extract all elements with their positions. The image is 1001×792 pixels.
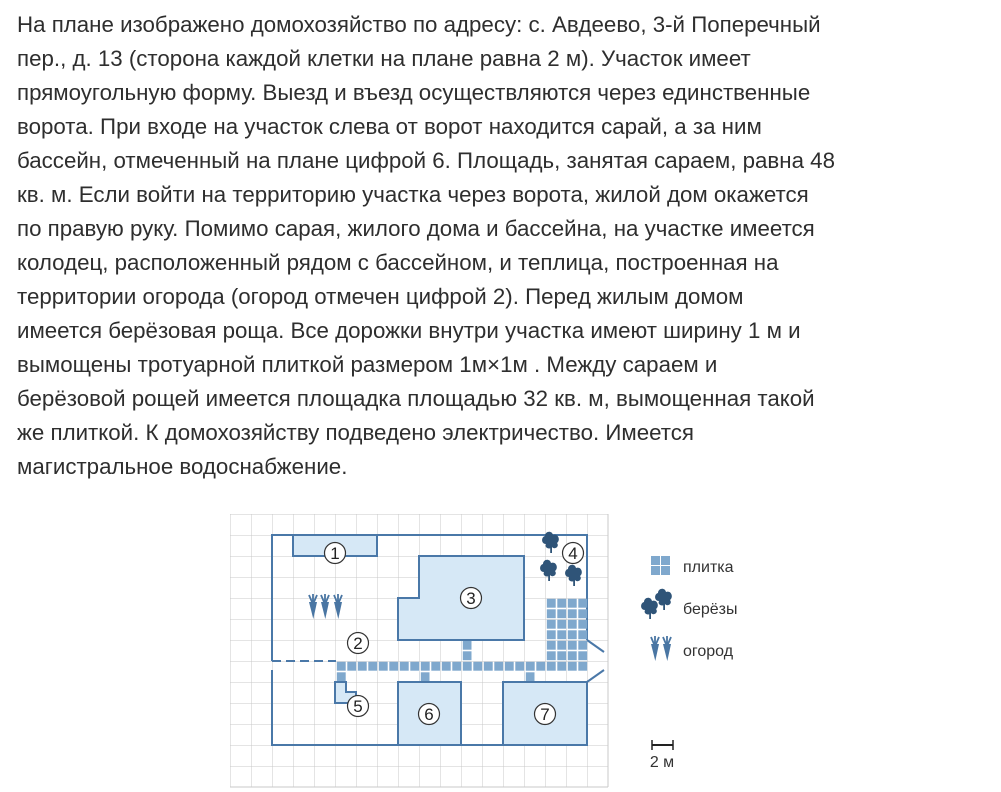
label-5-text: 5 [353,697,363,716]
scale-bar-text: 2 м [649,754,675,771]
label-7 [535,704,556,725]
problem-line: колодец, расположенный рядом с бассейном, и теплица, построенная на [17,250,779,275]
path-to-7 [524,671,535,682]
legend-tile [651,556,734,576]
scale-bar [650,740,674,771]
legend-garden-text: огород [683,643,734,660]
label-3 [461,588,482,609]
problem-line: же плиткой. К домохозяйству подведено электричество. Имеется [17,420,694,445]
path-main [336,661,588,672]
problem-line: пер., д. 13 (сторона каждой клетки на плане равна 2 м). Участок имеет [17,46,751,71]
label-3-text: 3 [466,589,476,608]
path-to-6 [419,671,430,682]
label-4 [563,543,584,564]
label-4-text: 4 [568,544,578,563]
problem-line: прямоугольную форму. Выезд и въезд осуществляются через единственные [17,80,811,105]
path-to-house [461,640,472,661]
problem-line: ворота. При входе на участок слева от ворот находится сарай, а за ним [17,114,762,139]
label-6-text: 6 [424,705,434,724]
legend-tile-text: плитка [683,559,734,576]
label-7-text: 7 [540,705,550,724]
problem-line: по правую руку. Помимо сарая, жилого дома и бассейна, на участке имеется [17,216,815,241]
label-5 [348,696,369,717]
problem-line: магистральное водоснабжение. [17,454,348,479]
problem-line: бассейн, отмеченный на плане цифрой 6. Площадь, занятая сараем, равна 48 [17,148,835,173]
problem-line: имеется берёзовая роща. Все дорожки внутри участка имеют ширину 1 м и [17,318,801,343]
carrot-icon [651,636,659,661]
problem-line: территории огорода (огород отмечен цифрой 2). Перед жилым домом [17,284,744,309]
problem-line: На плане изображено домохозяйство по адресу: с. Авдеево, 3-й Поперечный [17,12,821,37]
problem-line: кв. м. Если войти на территорию участка через ворота, жилой дом окажется [17,182,809,207]
legend-birches [641,589,737,619]
legend-garden [651,636,734,661]
carrot-icon [663,636,671,661]
birch-tree-icon [641,598,658,619]
path-to-5 [336,671,347,682]
birch-tree-icon [655,589,672,610]
problem-line: берёзовой рощей имеется площадка площадью 32 кв. м, вымощенная такой [17,386,815,411]
legend-birches-text: берёзы [683,601,738,618]
label-1 [325,543,346,564]
label-6 [419,704,440,725]
label-2-text: 2 [353,634,363,653]
label-2 [348,633,369,654]
tiled-area [546,598,588,661]
problem-line: вымощены тротуарной плиткой размером 1м×1м . Между сараем и [17,352,718,377]
label-1-text: 1 [330,544,340,563]
